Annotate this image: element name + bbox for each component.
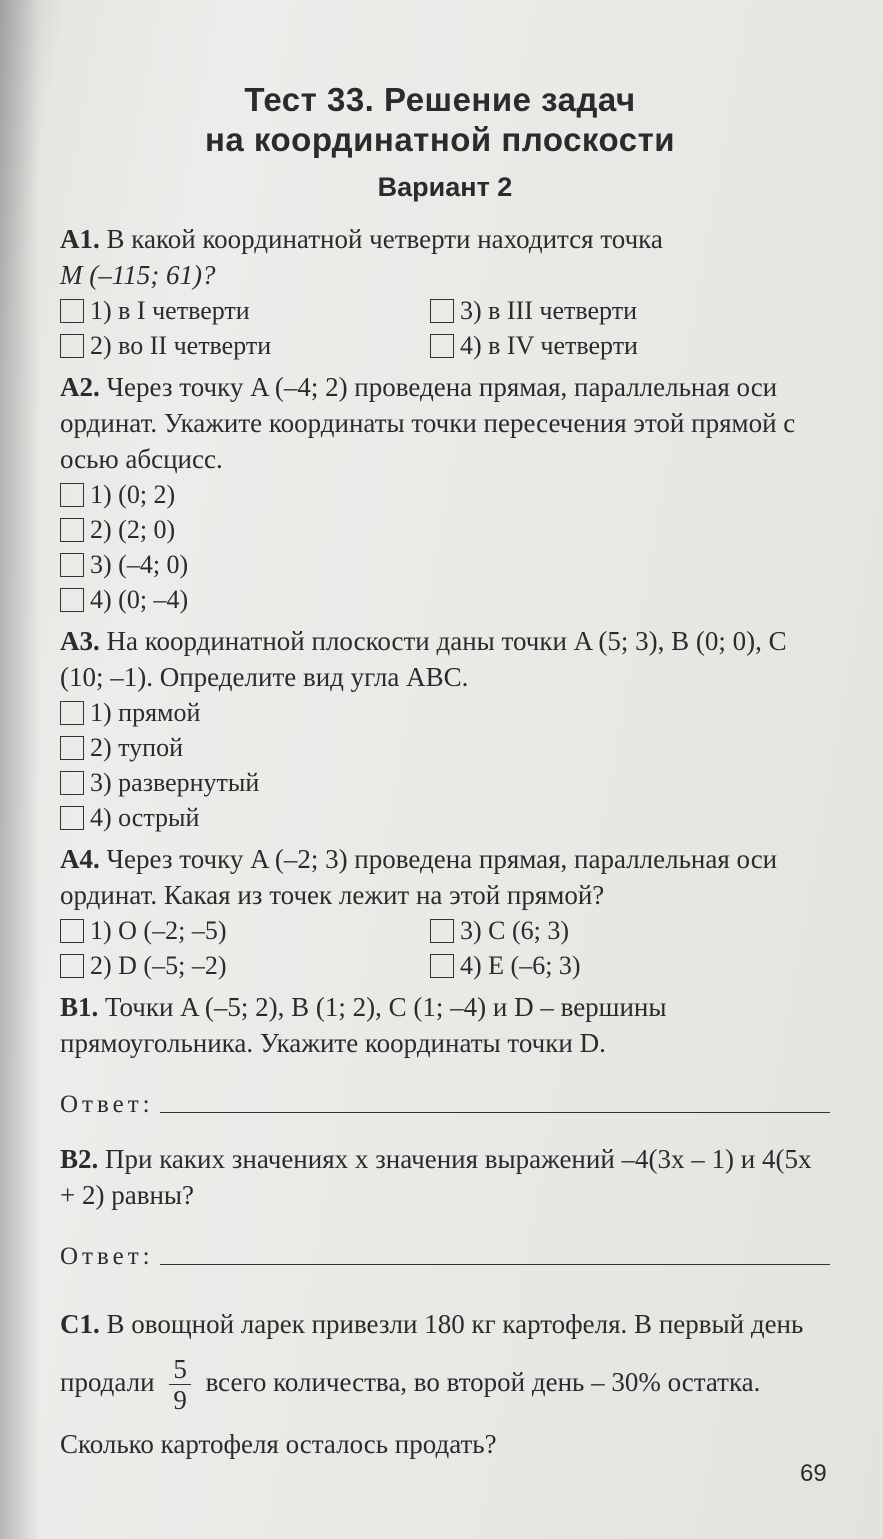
question-a3: [60, 623, 830, 695]
options-a3: [60, 695, 830, 835]
option[interactable]: [60, 582, 830, 617]
answer-line[interactable]: [160, 1264, 830, 1265]
question-number: В1.: [60, 992, 99, 1022]
option-label: 1) O (–2; –5): [90, 916, 227, 945]
checkbox[interactable]: [60, 701, 84, 725]
option-label: 4) в IV четверти: [460, 331, 638, 360]
page-edge-shadow: [0, 0, 40, 1539]
option-label: 1) прямой: [90, 698, 201, 727]
title-line-2: на координатной плоскости: [204, 121, 676, 158]
option-label: 2) во II четверти: [90, 331, 272, 360]
fraction-numerator: 5: [169, 1354, 191, 1385]
variant-label: Вариант 2: [377, 172, 513, 202]
option[interactable]: [60, 512, 830, 547]
checkbox[interactable]: [60, 588, 84, 612]
answer-line[interactable]: [160, 1112, 830, 1113]
option-label: 3) C (6; 3): [460, 916, 570, 945]
checkbox[interactable]: [60, 483, 84, 507]
options-a2: [60, 477, 830, 617]
question-text: В какой координатной четверти находится точка: [106, 224, 663, 254]
option[interactable]: [60, 730, 830, 765]
checkbox[interactable]: [430, 919, 454, 943]
option-label: 1) в I четверти: [90, 296, 250, 325]
answer-b2: [60, 1231, 830, 1271]
option-label: 2) D (–5; –2): [90, 951, 227, 980]
answer-label: Ответ:: [60, 1091, 154, 1118]
option[interactable]: [430, 328, 810, 363]
page-number: 69: [800, 1460, 827, 1487]
option[interactable]: [60, 948, 430, 983]
question-c1: [60, 1295, 830, 1473]
question-number: А1.: [60, 224, 100, 254]
question-number: А2.: [60, 372, 100, 402]
question-a1: [60, 221, 830, 293]
options-a4: [60, 913, 830, 983]
option-label: 3) развернутый: [90, 768, 260, 797]
checkbox[interactable]: [60, 518, 84, 542]
page-title: [50, 80, 830, 160]
question-number: А4.: [60, 844, 100, 874]
checkbox[interactable]: [60, 771, 84, 795]
fraction: [169, 1354, 191, 1415]
answer-label: Ответ:: [60, 1243, 154, 1270]
question-a4: [60, 841, 830, 913]
question-text: Точки A (–5; 2), B (1; 2), C (1; –4) и D – вершины прямоугольника. Укажите координаты точки D.: [60, 992, 667, 1058]
question-text: В овощной ларек привезли 180 кг картофеля. В первый день продали: [60, 1309, 804, 1397]
option-label: 3) в III четверти: [460, 296, 637, 325]
title-line-1: Тест 33. Решение задач: [244, 81, 636, 118]
checkbox[interactable]: [60, 806, 84, 830]
option[interactable]: [60, 695, 830, 730]
option-label: 2) (2; 0): [90, 515, 176, 544]
question-text: На координатной плоскости даны точки A (5; 3), B (0; 0), C (10; –1). Определите вид угла ABC.: [60, 626, 787, 692]
checkbox[interactable]: [430, 299, 454, 323]
question-text-cont: всего количества, во второй день – 30% остатка. Сколько картофеля осталось продать?: [60, 1367, 761, 1460]
option[interactable]: [60, 800, 830, 835]
fraction-denominator: 9: [173, 1385, 187, 1416]
question-a2: [60, 369, 830, 477]
question-text: Через точку A (–4; 2) проведена прямая, параллельная оси ординат. Укажите координаты точки пересечения этой прямой с осью абсцисс.: [60, 372, 796, 474]
option-label: 2) тупой: [90, 733, 184, 762]
question-text: При каких значениях x значения выражений –4(3x – 1) и 4(5x + 2) равны?: [60, 1144, 812, 1210]
checkbox[interactable]: [60, 334, 84, 358]
option[interactable]: [60, 328, 430, 363]
question-b1: [60, 989, 830, 1061]
checkbox[interactable]: [60, 736, 84, 760]
page-content: [60, 80, 830, 1473]
option[interactable]: [60, 547, 830, 582]
option[interactable]: [60, 765, 830, 800]
question-b2: [60, 1141, 830, 1213]
option[interactable]: [60, 913, 430, 948]
option[interactable]: [430, 948, 810, 983]
checkbox[interactable]: [60, 919, 84, 943]
checkbox[interactable]: [60, 299, 84, 323]
option-label: 4) острый: [90, 803, 200, 832]
options-a1: [60, 293, 830, 363]
option[interactable]: [60, 293, 430, 328]
option[interactable]: [430, 293, 810, 328]
question-number: А3.: [60, 626, 100, 656]
option[interactable]: [60, 477, 830, 512]
option-label: 3) (–4; 0): [90, 550, 189, 579]
checkbox[interactable]: [430, 954, 454, 978]
question-number: В2.: [60, 1144, 99, 1174]
option-label: 1) (0; 2): [90, 480, 176, 509]
option-label: 4) E (–6; 3): [460, 951, 581, 980]
question-number: С1.: [60, 1309, 100, 1339]
option[interactable]: [430, 913, 810, 948]
checkbox[interactable]: [60, 954, 84, 978]
question-text: Через точку A (–2; 3) проведена прямая, параллельная оси ординат. Какая из точек лежит на этой прямой?: [60, 844, 778, 910]
option-label: 4) (0; –4): [90, 585, 189, 614]
question-text-cont: M (–115; 61)?: [60, 260, 216, 290]
checkbox[interactable]: [430, 334, 454, 358]
checkbox[interactable]: [60, 553, 84, 577]
answer-b1: [60, 1079, 830, 1119]
